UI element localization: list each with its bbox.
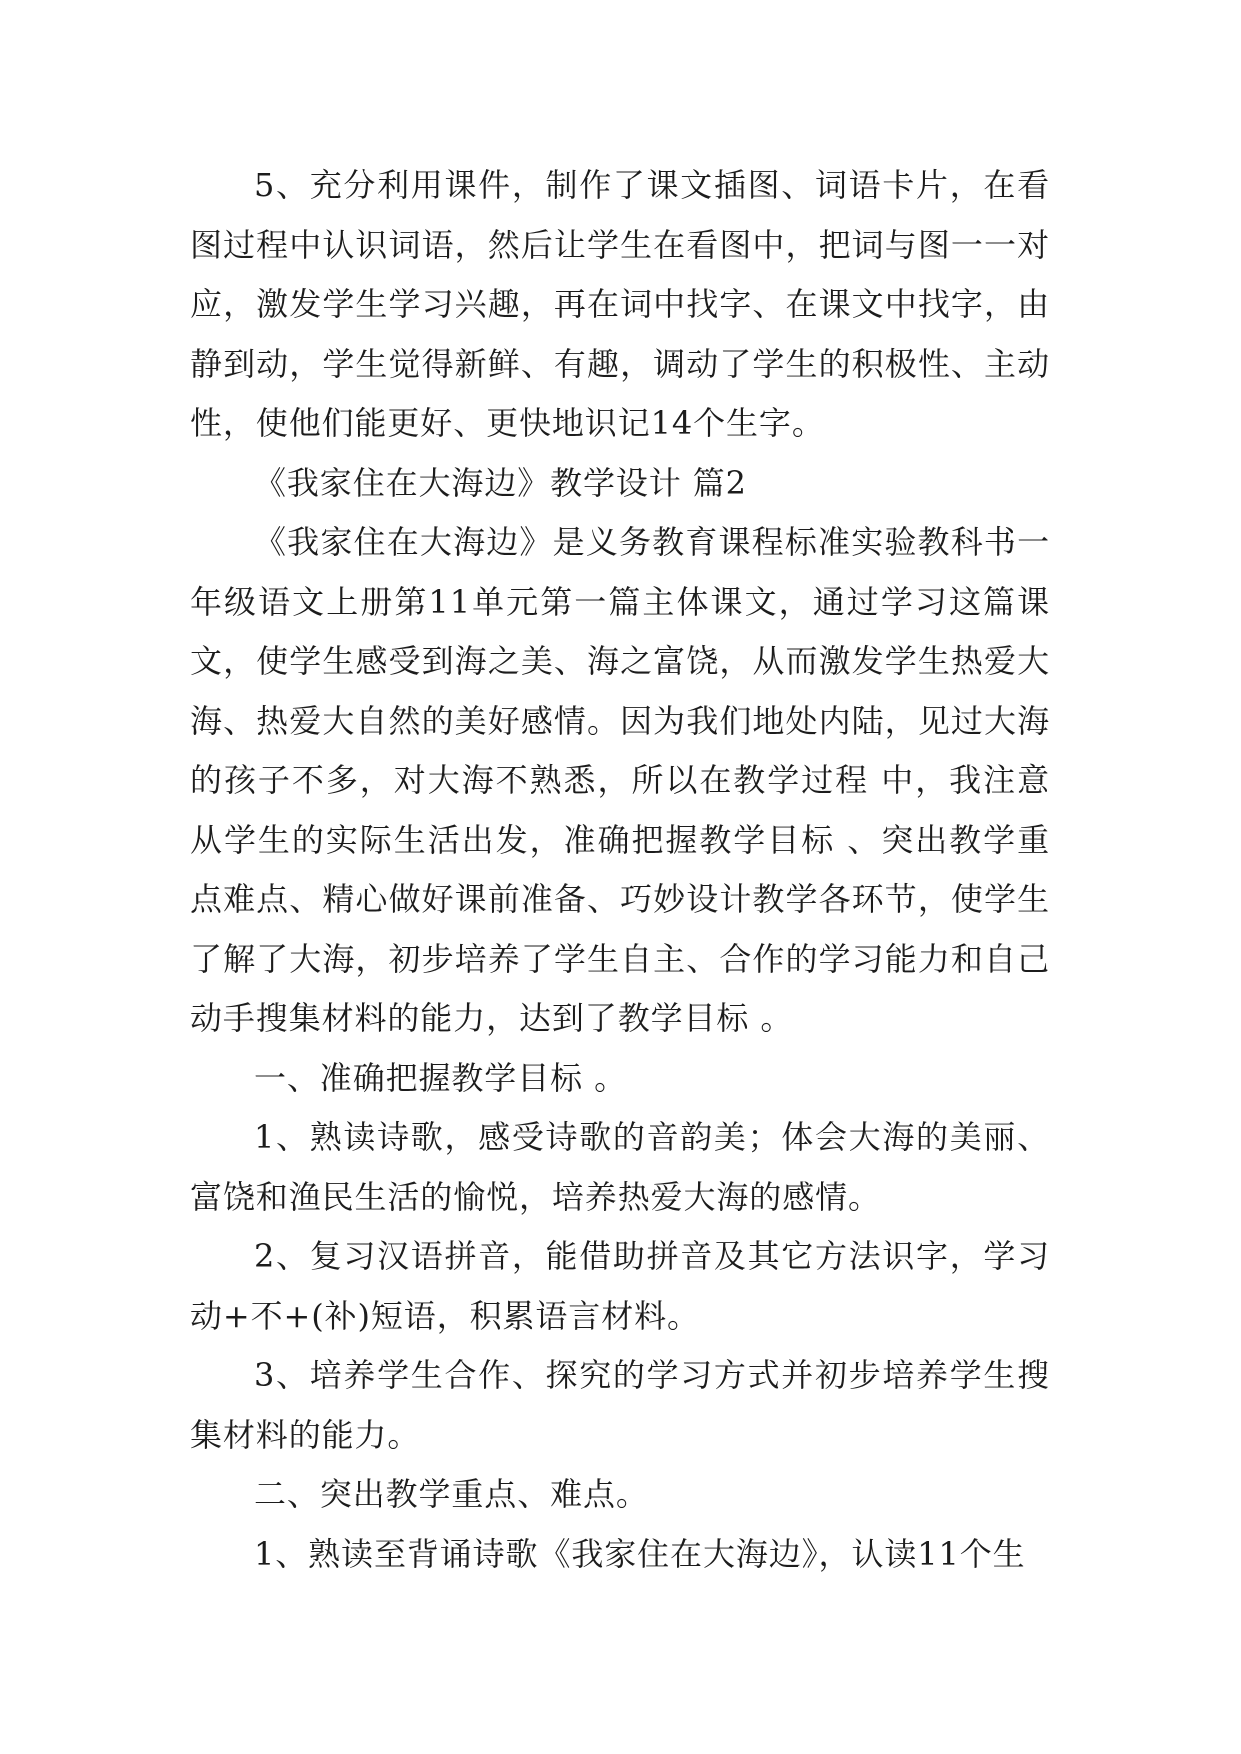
section-heading-2: 二、突出教学重点、难点。 (254, 1475, 649, 1513)
section-heading-1: 一、准确把握教学目标 。 (254, 1058, 627, 1097)
paragraph-intro: 《我家住在大海边》是义务教育课程标准实验教科书一年级语文上册第11单元第一篇主体课文，通过学习这篇课文，使学生感受到海之美、海之富饶，从而激发学生热爱大海、热爱大自然的美好感情。因为我们地处内陆，见过大海的孩子不多，对大海不熟悉，所以在教学过程 中，我注意从学生的实际生活出发，准确把握教学目标 、突出教学重点难点、精心做好课前准备、巧妙设计教学各环节，使学生了解了大海，初步培养了学生自主、合作的学习能力和自己动手搜集材料的能力，达到了教学目标 。 (190, 523, 1050, 1037)
goal-item-1: 1、熟读诗歌，感受诗歌的音韵美；体会大海的美丽、富饶和渔民生活的愉悦，培养热爱大海的感情。 (190, 1118, 1050, 1216)
section-title-part-2: 《我家住在大海边》教学设计 篇2 (254, 463, 747, 502)
paragraph-item-5: 5、充分利用课件，制作了课文插图、词语卡片，在看图过程中认识词语，然后让学生在看图中，把词与图一一对应，激发学生学习兴趣，再在词中找字、在课文中找字，由静到动，学生觉得新鲜、有趣，调动了学生的积极性、主动性，使他们能更好、更快地识记14个生字。 (190, 166, 1050, 442)
goal-item-2: 2、复习汉语拼音，能借助拼音及其它方法识字，学习动+不+(补)短语，积累语言材料。 (190, 1237, 1050, 1335)
document-page (190, 156, 1050, 1584)
key-point-item-1: 1、熟读至背诵诗歌《我家住在大海边》，认读11个生 (254, 1534, 1026, 1573)
goal-item-3: 3、培养学生合作、探究的学习方式并初步培养学生搜集材料的能力。 (190, 1356, 1050, 1454)
